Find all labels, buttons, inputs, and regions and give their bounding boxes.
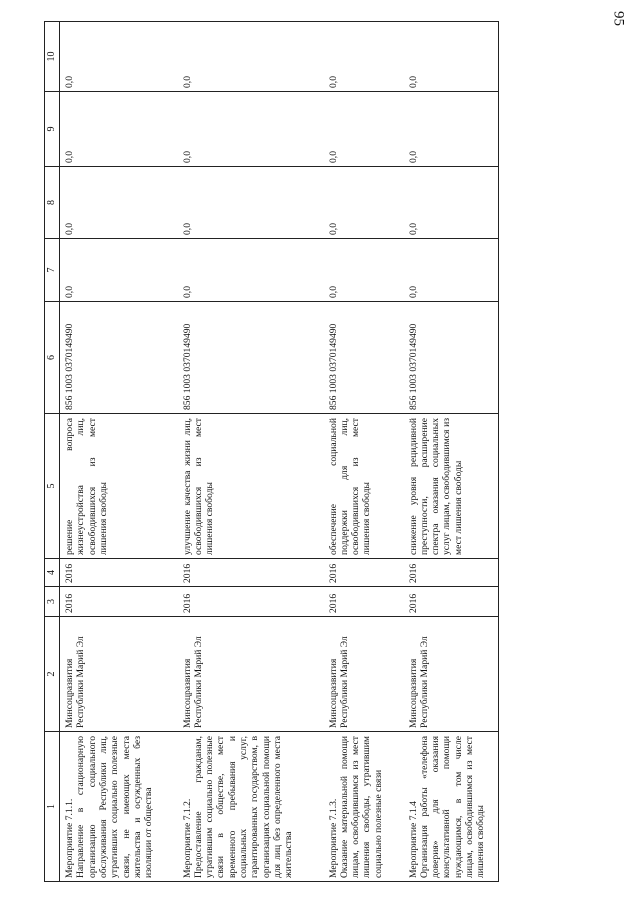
- value-cell: 0,0: [324, 239, 404, 302]
- value-cell: 0,0: [60, 239, 178, 302]
- value-cell: 0,0: [178, 92, 324, 167]
- header-col-2: 2: [45, 617, 60, 732]
- value-cell: 0,0: [324, 22, 404, 92]
- activity-cell: Мероприятие 7.1.3. Оказание материальной помощи лицам, освободившимся из мест лишения свободы, утратившим социально полезные связи: [324, 732, 404, 882]
- executor-cell: Минсоцразвития Республики Марий Эл: [178, 617, 324, 732]
- header-col-1: 1: [45, 732, 60, 882]
- result-cell: улучшение качества жизни лиц, освободившихся из мест лишения свободы: [178, 414, 324, 559]
- header-col-6: 6: [45, 302, 60, 414]
- table-row: [178, 22, 324, 882]
- header-col-8: 8: [45, 167, 60, 239]
- header-col-4: 4: [45, 559, 60, 587]
- header-col-3: 3: [45, 587, 60, 617]
- result-cell: решение вопроса жизнеустройства лиц, освободившихся из мест лишения свободы: [60, 414, 178, 559]
- executor-cell: Минсоцразвития Республики Марий Эл: [324, 617, 404, 732]
- header-col-5: 5: [45, 414, 60, 559]
- budget-code-cell: 856 1003 0370149490: [404, 302, 499, 414]
- start-year-cell: 2016: [178, 587, 324, 617]
- value-cell: 0,0: [324, 92, 404, 167]
- activity-cell: Мероприятие 7.1.1. Направление в стационарную организацию социального обслуживания Республики лиц, утративших социально полезные связи, не имеющих места жительства и осужденных без изоляции от общества: [60, 732, 178, 882]
- value-cell: 0,0: [60, 92, 178, 167]
- budget-code-cell: 856 1003 0370149490: [60, 302, 178, 414]
- table-row: [404, 22, 499, 882]
- header-col-9: 9: [45, 92, 60, 167]
- budget-code-cell: 856 1003 0370149490: [178, 302, 324, 414]
- table-header: [45, 22, 60, 882]
- end-year-cell: 2016: [404, 559, 499, 587]
- table-row: [60, 22, 178, 882]
- end-year-cell: 2016: [60, 559, 178, 587]
- rotated-table-container: [44, 22, 636, 882]
- table-body: [60, 22, 499, 882]
- value-cell: 0,0: [404, 167, 499, 239]
- activity-cell: Мероприятие 7.1.2. Предоставление гражданам, утратившим социально полезные связи в обществе, мест временного пребывания и социальных услуг, гарантированных государством, в организациях социальной помощи для лиц без определенного места жительства: [178, 732, 324, 882]
- value-cell: 0,0: [178, 22, 324, 92]
- value-cell: 0,0: [404, 92, 499, 167]
- value-cell: 0,0: [324, 167, 404, 239]
- table-row: [324, 22, 404, 882]
- value-cell: 0,0: [178, 167, 324, 239]
- result-cell: обеспечение социальной поддержки для лиц, освободившихся из мест лишения свободы: [324, 414, 404, 559]
- start-year-cell: 2016: [324, 587, 404, 617]
- executor-cell: Минсоцразвития Республики Марий Эл: [60, 617, 178, 732]
- budget-code-cell: 856 1003 0370149490: [324, 302, 404, 414]
- value-cell: 0,0: [404, 239, 499, 302]
- header-col-10: 10: [45, 22, 60, 92]
- program-activities-table: [44, 21, 499, 882]
- start-year-cell: 2016: [60, 587, 178, 617]
- header-col-7: 7: [45, 239, 60, 302]
- end-year-cell: 2016: [178, 559, 324, 587]
- result-cell: снижение уровня рецидивной преступности, расширение спектра оказания социальных услуг лицам, освободившимся из мест лишения свободы: [404, 414, 499, 559]
- value-cell: 0,0: [404, 22, 499, 92]
- page-number: 95: [610, 11, 627, 26]
- executor-cell: Минсоцразвития Республики Марий Эл: [404, 617, 499, 732]
- value-cell: 0,0: [60, 167, 178, 239]
- start-year-cell: 2016: [404, 587, 499, 617]
- activity-cell: Мероприятие 7.1.4 Организация работы «телефона доверия» для оказания консультативной помощи нуждающимся, в том числе лицам, освободившимся из мест лишения свободы: [404, 732, 499, 882]
- end-year-cell: 2016: [324, 559, 404, 587]
- value-cell: 0,0: [60, 22, 178, 92]
- value-cell: 0,0: [178, 239, 324, 302]
